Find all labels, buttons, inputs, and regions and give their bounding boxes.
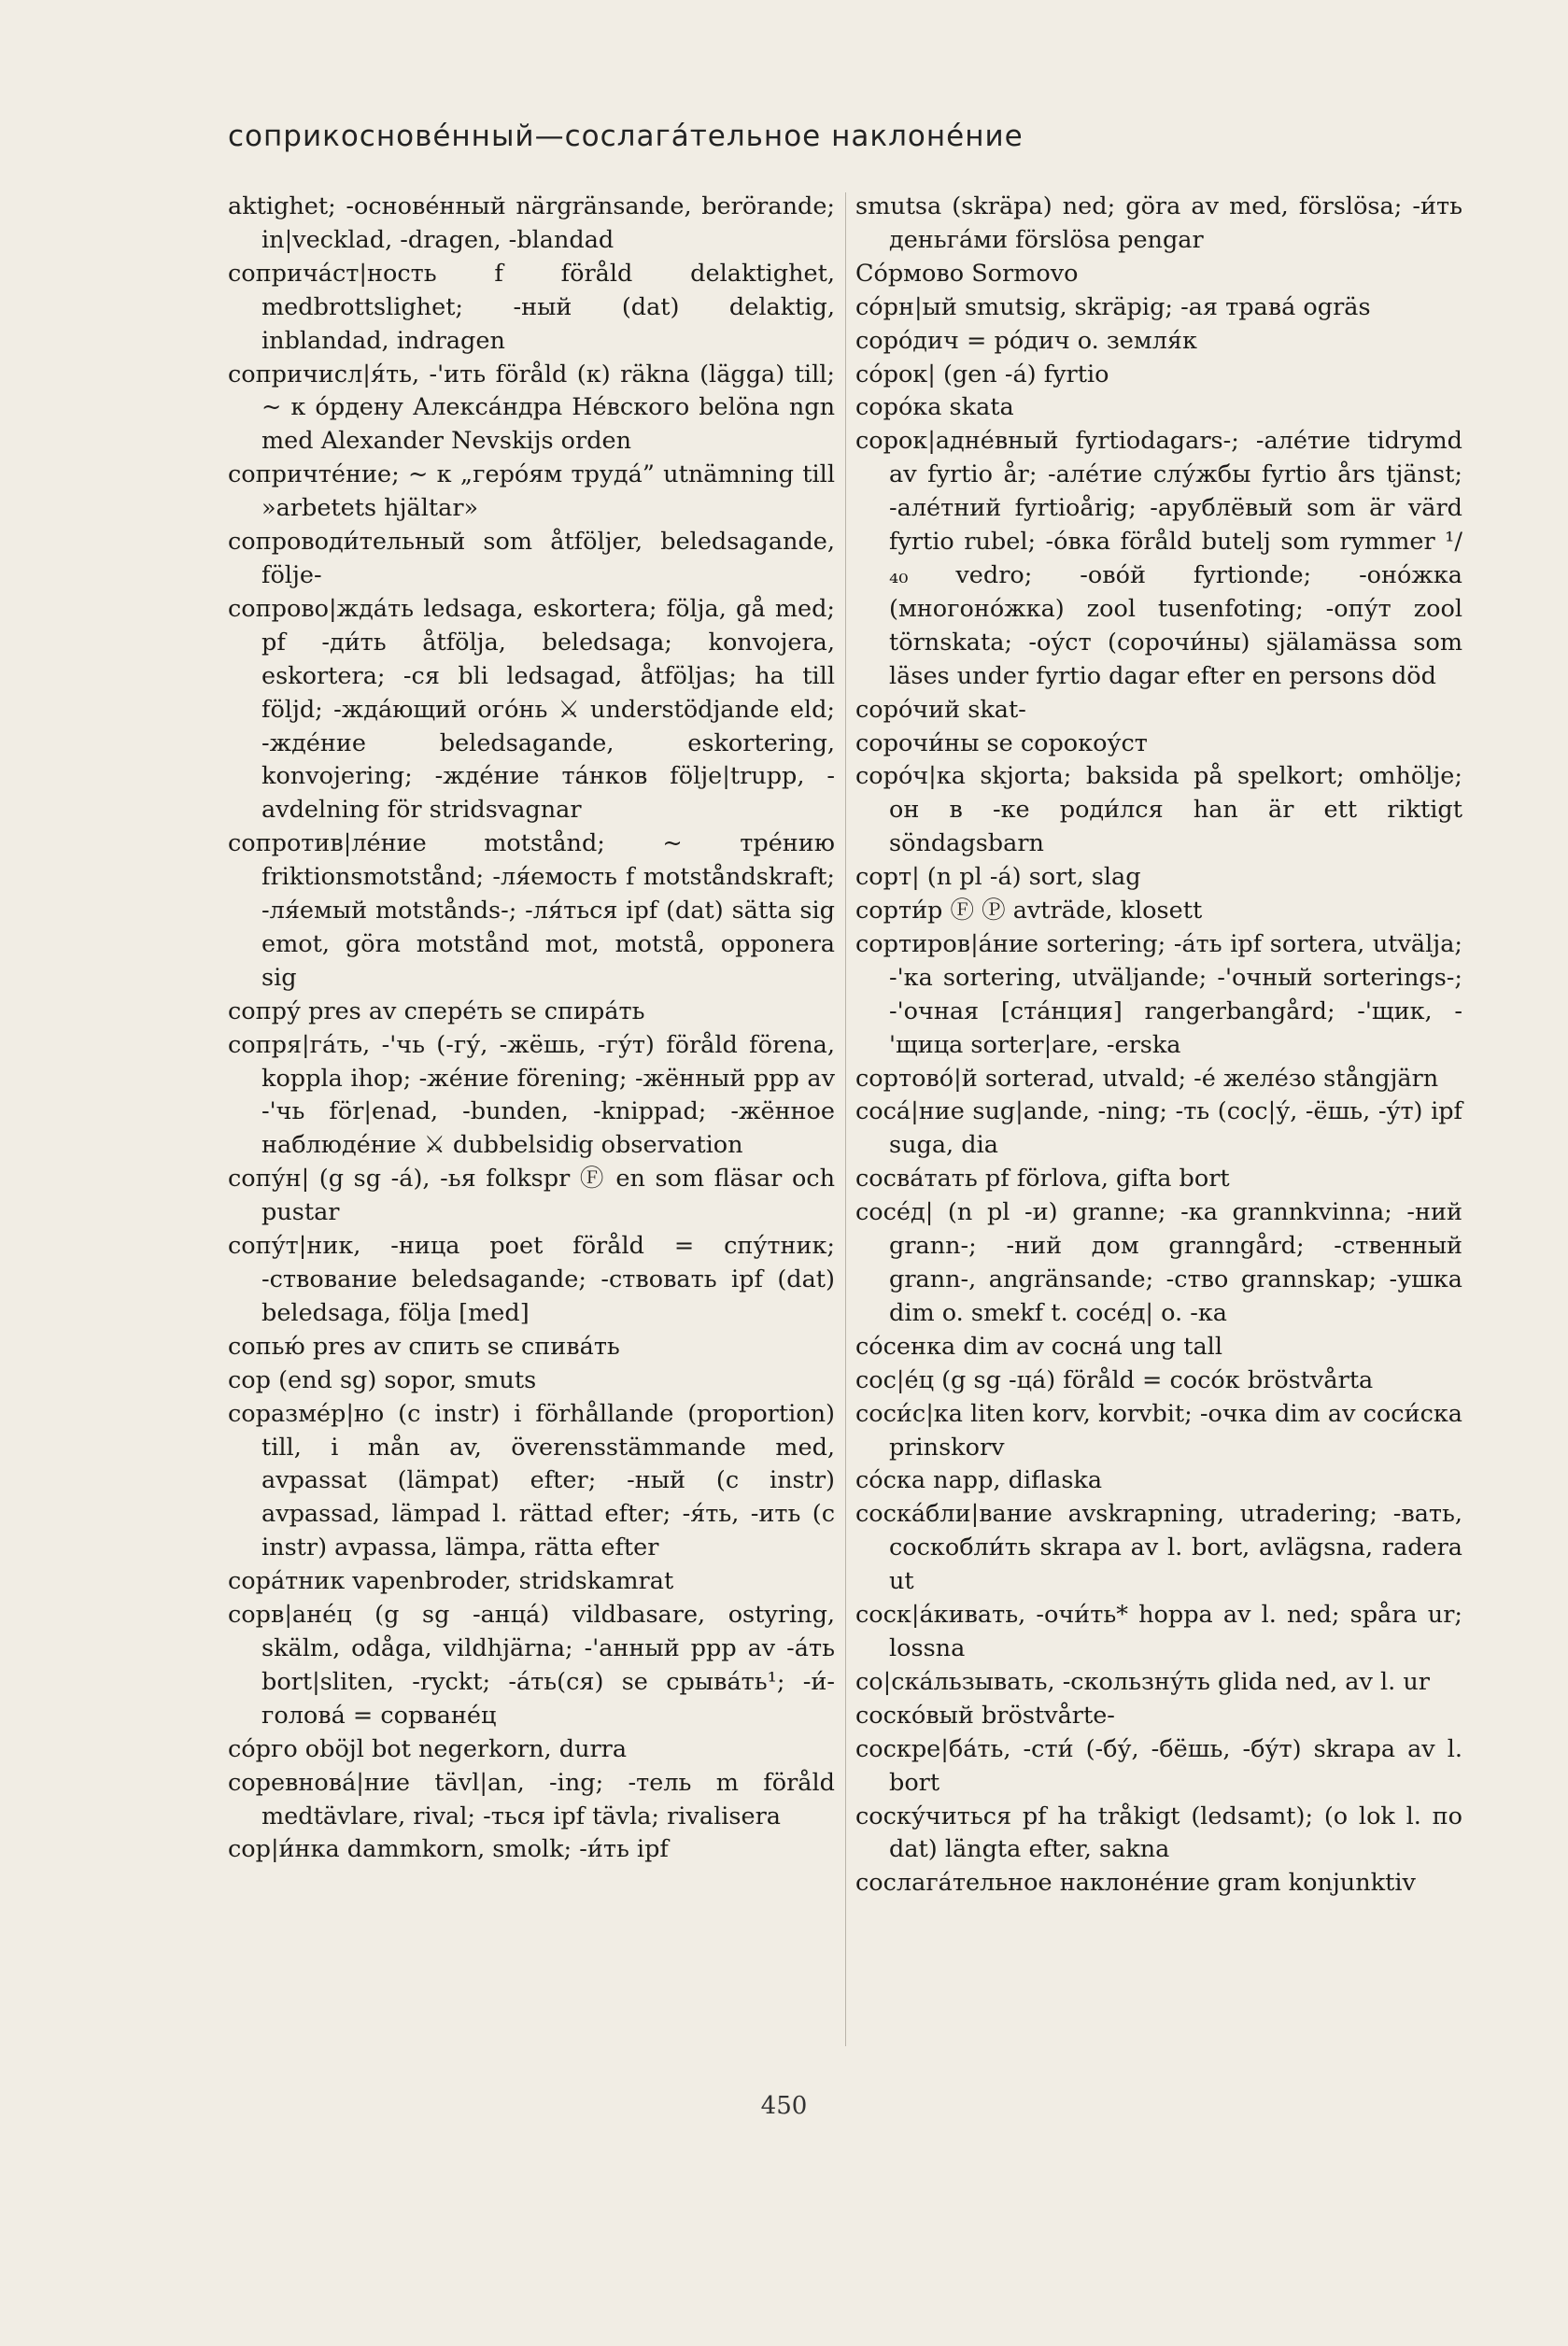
dictionary-entry: сор|и́нка dammkorn, smolk; -и́ть ipf	[228, 1835, 669, 1864]
page-number: 450	[760, 2092, 808, 2120]
dictionary-entry: соскре|бáть, -сти́ (-бу́, -бёшь, -бу́т) skrapa av l. bort	[855, 1734, 1462, 1797]
dictionary-entry: сорочи́ны se сорокоу́ст	[855, 728, 1148, 757]
running-head: соприкосновéнный—сослагáтельное наклонéние	[228, 120, 1024, 153]
dictionary-entry: сопричисл|я́ть, -'ить föråld (к) räkna (lägga) till; ~ к óрдену Алексáндра Héвского belöna ngn med Alexander Nevskijs orden	[228, 360, 835, 456]
dictionary-entry: сос|éц (g sg -цá) föråld = сосóк bröstvårta	[855, 1365, 1374, 1394]
dictionary-entry: сорáтник vapenbroder, stridskamrat	[228, 1567, 674, 1596]
dictionary-entry: сорт| (n pl -á) sort, slag	[855, 863, 1141, 892]
dictionary-entry: соскáбли|вание avskrapning, utradering; -вать, сoскобли́ть skrapa av l. bort, avlägsna, radera ut	[855, 1500, 1462, 1596]
dictionary-entry: сóска napp, diflaska	[855, 1466, 1103, 1495]
dictionary-entry: соск|áкивать, -очи́ть* hoppa av l. ned; spåra ur; lossna	[855, 1601, 1462, 1662]
dictionary-entry: соси́с|ка liten korv, korvbit; -очка dim av соси́ска prinskorv	[855, 1399, 1462, 1462]
dictionary-entry: сóрн|ый smutsig, skräpig; -ая травá ogräs	[855, 292, 1371, 321]
dictionary-entry: сорaзмéр|но (с instr) i förhållande (proportion) till, i mån av, överensstämmande med, avpassat (lämpat) efter; -ный (с instr) avpassad, lämpad l. rättad efter; -я́ть, -ить (с instr) avpassa, lämpa, rätta efter	[228, 1399, 835, 1562]
dictionary-entry: сосвáтать pf förlova, gifta bort	[855, 1165, 1230, 1194]
dictionary-entry: соревновá|ние tävl|an, -ing; -тель m föråld medtävlare, rival; -ться ipf tävla; rivalisera	[228, 1768, 835, 1830]
dictionary-entry: aktighet; -оcновéнный närgränsande, berörande; in|vecklad, -dragen, -blandad	[228, 192, 835, 254]
right-column	[855, 191, 1462, 1901]
dictionary-entry: сопрово|ждáть ledsaga, eskortera; följa, gå med; pf -ди́ть åtfölja, beledsaga; konvojera, eskortera; -ся bli ledsagad, åtföljas; ha till följd; -ждáющий огóнь ⚔ understödjande eld; -ждéние beledsagande, eskortering, konvojering; -ждéние тáнков följe|trupp, -avdelning för stridsvagnar	[228, 594, 835, 825]
dictionary-entry: сопричтéние; ~ к „герóям трудá” utnämning till »arbetets hjältar»	[228, 460, 835, 523]
dictionary-entry: smutsa (skräpa) ned; göra av med, förslösa; -и́ть деньгáми förslösa pengar	[855, 192, 1462, 254]
dictionary-entry: сорв|анéц (g sg -анцá) vildbasare, ostyring, skälm, odåga, vildhjärna; -'анный ppp av -áть bort|sliten, -ryckt; -áть(ся) se срывáть¹; -и́-головá = сорванéц	[228, 1601, 835, 1730]
dictionary-entry: сосá|ние sug|ande, -ning; -ть (сос|у́, -ёшь, -у́т) ipf suga, dia	[855, 1097, 1462, 1160]
dictionary-entry: сортовó|й sorterad, utvald; -é желéзо stångjärn	[855, 1064, 1439, 1093]
dictionary-entry: сортиров|áние sortering; -áть ipf sortera, utvälja; -'ка sortering, utväljande; -'очный sorterings-; -'очная [стáнция] rangerbangård; -'щик, -'щица sorter|are, -erska	[855, 929, 1462, 1059]
dictionary-entry: сорок|аднéвный fyrtiodagars-; -алéтие tidrymd av fyrtio år; -алéтие слу́жбы fyrtio års tjänst; -алéтний fyrtioårig; -арублёвый som är värd fyrtio rubel; -óвка föråld butelj som rymmer ¹/₄₀ vedro; -овóй fyrtionde; -онóжка (многонóжка) zool tusenfoting; -опу́т zool törnskata; -оу́ст (сорочи́ны) själamässa som läses under fyrtio dagar efter en persons död	[855, 427, 1462, 690]
dictionary-entry: сорóдич = рóдич o. земля́к	[855, 326, 1197, 355]
dictionary-entry: сорóч|ка skjorta; baksida på spelkort; omhölje; он в -ке роди́лся han är ett riktigt söndagsbarn	[855, 762, 1462, 858]
dictionary-entry: сóрок| (gen -á) fyrtio	[855, 360, 1109, 389]
dictionary-entry: сослагáтельное наклонéние gram konjunktiv	[855, 1869, 1416, 1898]
column-divider	[845, 192, 846, 2046]
dictionary-entry: со|скáльзывать, -скользну́ть glida ned, av l. ur	[855, 1667, 1430, 1696]
dictionary-entry: соскóвый bröstvårte-	[855, 1701, 1115, 1730]
dictionary-entry: сопью́ pres av спить se спивáть	[228, 1332, 620, 1361]
dictionary-entry: сопру́ pres av сперéть se спирáть	[228, 996, 645, 1025]
dictionary-entry: сорти́р Ⓕ Ⓟ avträde, klosett	[855, 897, 1203, 926]
dictionary-entry: сосéд| (n pl -и) granne; -ка grannkvinna; -ний grann-; -ний дом granngård; -ственный grann-, angränsande; -ство grannskap; -ушка dim o. smekf t. сосéд| o. -ка	[855, 1198, 1462, 1327]
dictionary-entry: сопу́т|ник, -ница poet föråld = спу́тник; -ствование beledsagande; -ствовать ipf (dat) beledsaga, följa [med]	[228, 1232, 835, 1327]
left-column	[228, 191, 835, 1867]
dictionary-entry: сопря|гáть, -'чь (-гу́, -жёшь, -гу́т) föråld förena, koppla ihop; -жéние förening; -жённый ppp av -'чь för|enad, -bunden, -knippad; -жённое наблюдéние ⚔ dubbelsidig observation	[228, 1030, 835, 1160]
dictionary-entry: сóсенка dim av соснá ung tall	[855, 1332, 1222, 1361]
dictionary-entry: сопроводи́тельный som åtföljer, beledsagande, följe-	[228, 528, 835, 589]
dictionary-entry: соску́читься pf ha tråkigt (ledsamt); (о lok l. по dat) längta efter, sakna	[855, 1802, 1462, 1864]
dictionary-entry: сор (end sg) sopor, smuts	[228, 1365, 537, 1394]
dictionary-entry: Сóрмово Sormovo	[855, 259, 1079, 288]
dictionary-entry: сорóка skata	[855, 393, 1014, 422]
dictionary-entry: сопричáст|ность f föråld delaktighet, medbrottslighet; -ный (dat) delaktig, inblandad, indragen	[228, 259, 835, 355]
dictionary-entry: сорóчий skat-	[855, 695, 1026, 724]
dictionary-entry: сопротив|лéние motstånd; ~ трéнию friktionsmotstånd; -ля́емость f motståndskraft; -ля́емый motstånds-; -ля́ться ipf (dat) sätta sig emot, göra motstånd mot, motstå, opponera sig	[228, 829, 835, 992]
dictionary-entry: сóрго oböjl bot negerkorn, durra	[228, 1734, 628, 1763]
dictionary-entry: сопу́н| (g sg -á), -ья folkspr Ⓕ en som fläsar och pustar	[228, 1165, 835, 1227]
